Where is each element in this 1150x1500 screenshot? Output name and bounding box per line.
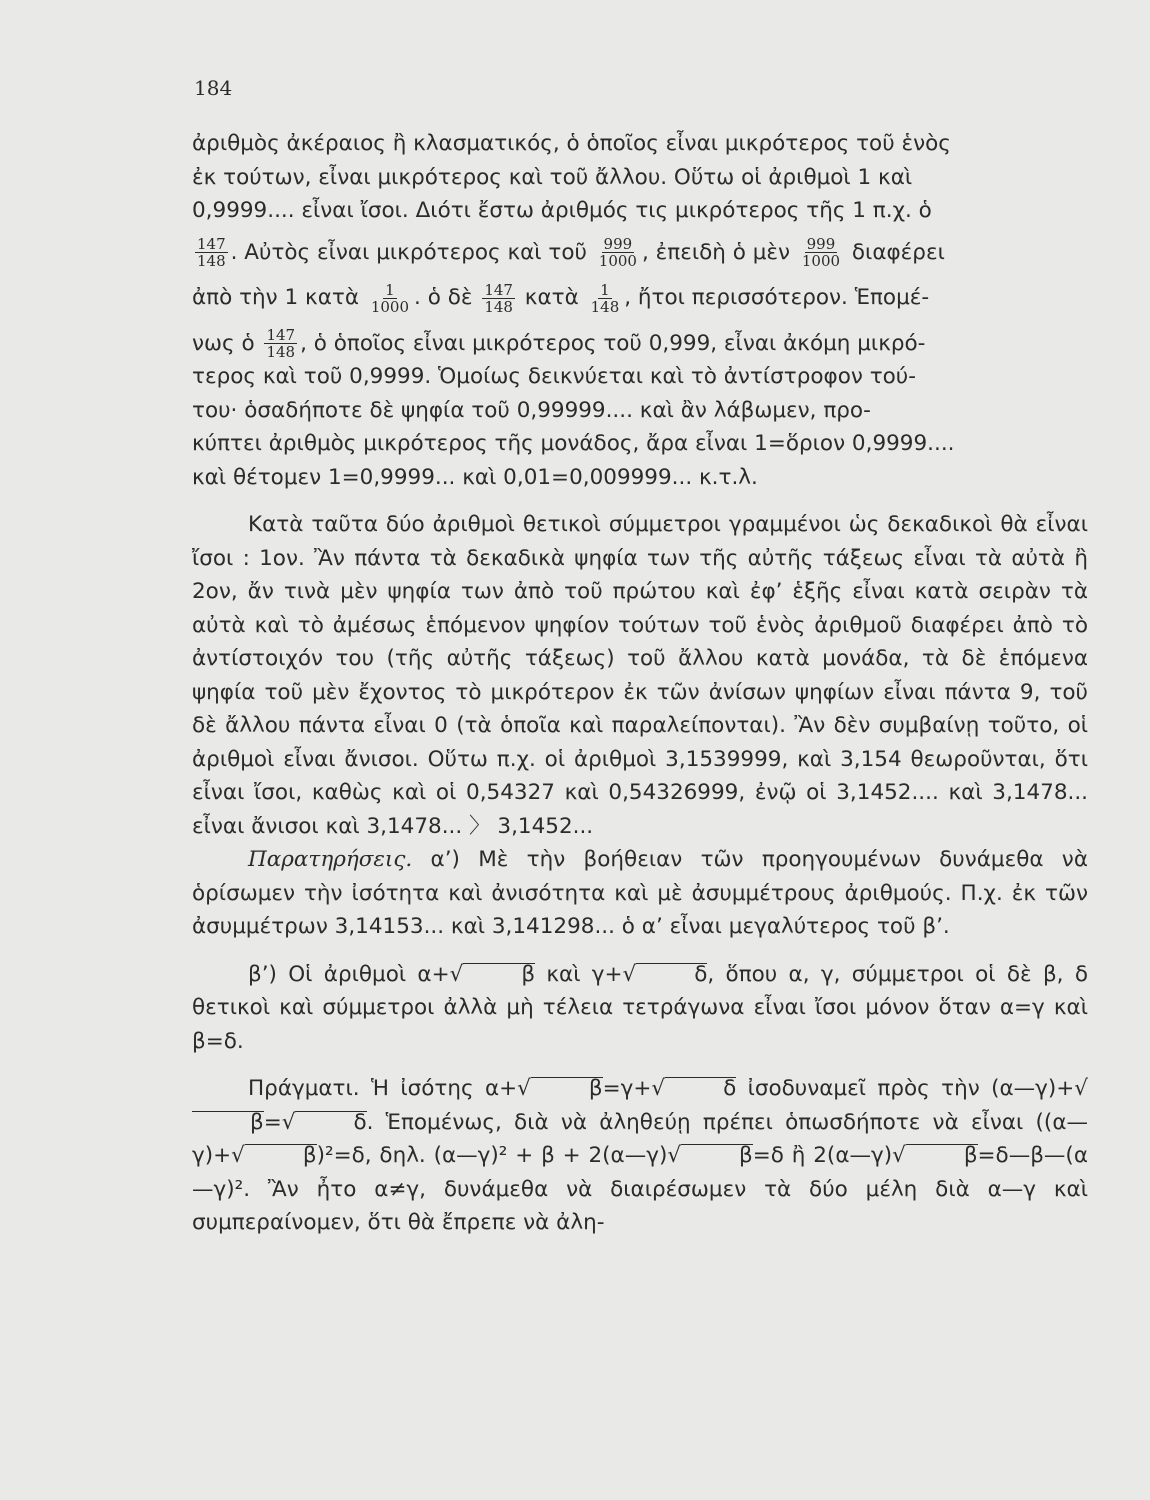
text-line: κύπτει ἀριθμὸς μικρότερος τῆς μονάδος, ἄρα εἶναι 1=ὅριον 0,9999.... xyxy=(192,431,955,456)
fraction: $\frac{999}{1000}$ xyxy=(598,235,637,270)
paragraph: Παρατηρήσεις. α’) Μὲ τὴν βοήθειαν τῶν προηγουμένων δυνάμεθα νὰ ὁρίσωμεν τὴν ἰσότητα καὶ ἀνισότητα καὶ μὲ ἀσυμμέτρους ἀριθμούς. Π.χ. ἐκ τῶν ἀσυμμέτρων 3,14153... καὶ 3,141298... ὁ α’ εἶναι μεγαλύτερος τοῦ β’. xyxy=(192,847,1088,939)
sqrt-symbol: √ xyxy=(517,1076,531,1101)
text-line: ἀπὸ τὴν 1 κατὰ $\frac{1}{1000}$ . ὁ δὲ $\frac{147}{148}$ κατὰ $\frac{1}{148}$ , ἤτοι περισσότερον. Ἑπομέ- xyxy=(192,280,930,316)
sqrt-symbol: √ xyxy=(231,1143,245,1168)
text-line: του· ὁσαδήποτε δὲ ψηφία τοῦ 0,99999.... καὶ ἂν λάβωμεν, προ- xyxy=(192,397,871,423)
text-line: νως ὁ $\frac{147}{148}$ , ὁ ὁποῖος εἶναι μικρότερος τοῦ 0,999, εἶναι ἀκόμη μικρό- xyxy=(192,326,926,361)
sqrt-symbol: √ xyxy=(449,961,464,987)
fraction: $\frac{147}{148}$ xyxy=(197,235,226,270)
sqrt-symbol: √ xyxy=(281,1109,296,1135)
fraction: $\frac{1}{1000}$ xyxy=(370,280,410,316)
text-line: καὶ θέτομεν 1=0,9999... καὶ 0,01=0,009999... κ.τ.λ. xyxy=(192,464,758,490)
body-text xyxy=(192,127,1088,1240)
sqrt-symbol: √ xyxy=(1074,1076,1088,1101)
paragraph: β’) Οἱ ἀριθμοὶ α+√ β καὶ γ+√ δ, ὅπου α, γ, σύμμετροι οἱ δὲ β, δ θετικοὶ καὶ σύμμετροι ἀλλὰ μὴ τέλεια τετράγωνα εἶναι ἴσοι μόνον ὅταν α=γ καὶ β=δ. xyxy=(192,961,1088,1054)
text-line: τερος καὶ τοῦ 0,9999. Ὁμοίως δεικνύεται καὶ τὸ ἀντίστροφον τού- xyxy=(192,364,916,389)
fraction: $\frac{999}{1000}$ xyxy=(801,235,841,270)
text-line: ἀριθμὸς ἀκέραιος ἢ κλασματικός, ὁ ὁποῖος εἶναι μικρότερος τοῦ ἑνὸς xyxy=(192,131,951,156)
sqrt-symbol: √ xyxy=(651,1076,666,1101)
paragraph: Κατὰ ταῦτα δύο ἀριθμοὶ θετικοὶ σύμμετροι γραμμένοι ὡς δεκαδικοὶ θὰ εἶναι ἴσοι : 1ον. Ἂν πάντα τὰ δεκαδικὰ ψηφία των τῆς αὐτῆς τάξεως εἶναι τὰ αὐτὰ ἢ 2ον, ἄν τινὰ μὲν ψηφία των ἀπὸ τοῦ πρώτου καὶ ἐφ’ ἑξῆς εἶναι κατὰ σειρὰν τὰ αὐτὰ καὶ τὸ ἀμέσως ἑπόμενον ψηφίον τούτων τοῦ ἑνὸς ἀριθμοῦ διαφέρει ἀπὸ τὸ ἀντίστοιχόν του (τῆς αὐτῆς τάξεως) τοῦ ἄλλου κατὰ μονάδα, τὰ δὲ ἑπόμενα ψηφία τοῦ μὲν ἔχοντος τὸ μικρότερον ἐκ τῶν ἀνίσων ψηφίων εἶναι πάντα 9, τοῦ δὲ ἄλλου πάντα εἶναι 0 (τὰ ὁποῖα καὶ παραλείπονται). Ἂν δὲν συμβαίνῃ τοῦτο, οἱ ἀριθμοὶ εἶναι ἄνισοι. Οὕτω π.χ. οἱ ἀριθμοὶ 3,1539999, καὶ 3,154 θεωροῦνται, ὅτι εἶναι ἴσοι, καθὼς καὶ οἱ 0,54327 καὶ 0,54326999, ἐνῷ οἱ 3,1452.... καὶ 3,1478... εἶναι ἄνισοι καὶ 3,1478... 〉 3,1452... xyxy=(192,512,1088,839)
fraction: $\frac{1}{148}$ xyxy=(590,280,620,316)
paragraph: Πράγματι. Ἡ ἰσότης α+√ β=γ+√ δ ἰσοδυναμεῖ πρὸς τὴν (α—γ)+√β=√ δ. Ἑπομένως, διὰ νὰ ἀληθεύῃ πρέπει ὁπωσδήποτε νὰ εἶναι ((α—γ)+√ β)²=δ, δηλ. (α—γ)² + β + 2(α—γ)√ β=δ ἢ 2(α—γ)√ β=δ—β—(α—γ)². Ἂν ἦτο α≠γ, δυνάμεθα νὰ διαιρέσωμεν τὰ δύο μέλη διὰ α—γ καὶ συμπεραίνομεν, ὅτι θὰ ἔπρεπε νὰ ἀλη- xyxy=(192,1076,1088,1235)
sqrt-symbol: √ xyxy=(667,1143,682,1168)
fraction: $\frac{147}{148}$ xyxy=(484,280,513,316)
sqrt-symbol: √ xyxy=(622,961,637,987)
fraction: $\frac{147}{148}$ xyxy=(266,326,296,361)
page-number: 184 xyxy=(194,76,233,100)
text-line: 0,9999.... εἶναι ἴσοι. Διότι ἔστω ἀριθμός τις μικρότερος τῆς 1 π.χ. ὁ xyxy=(192,198,932,223)
text-line: $\frac{147}{148}$ . Αὐτὸς εἶναι μικρότερος καὶ τοῦ $\frac{999}{1000}$ , ἐπειδὴ ὁ μὲν $\frac{999}{1000}$ διαφέρει xyxy=(197,235,945,270)
remarks-heading: Παρατηρήσεις. xyxy=(248,847,413,872)
sqrt-symbol: √ xyxy=(892,1143,906,1168)
text-line: ἐκ τούτων, εἶναι μικρότερος καὶ τοῦ ἄλλου. Οὕτω οἱ ἀριθμοὶ 1 καὶ xyxy=(192,164,913,190)
